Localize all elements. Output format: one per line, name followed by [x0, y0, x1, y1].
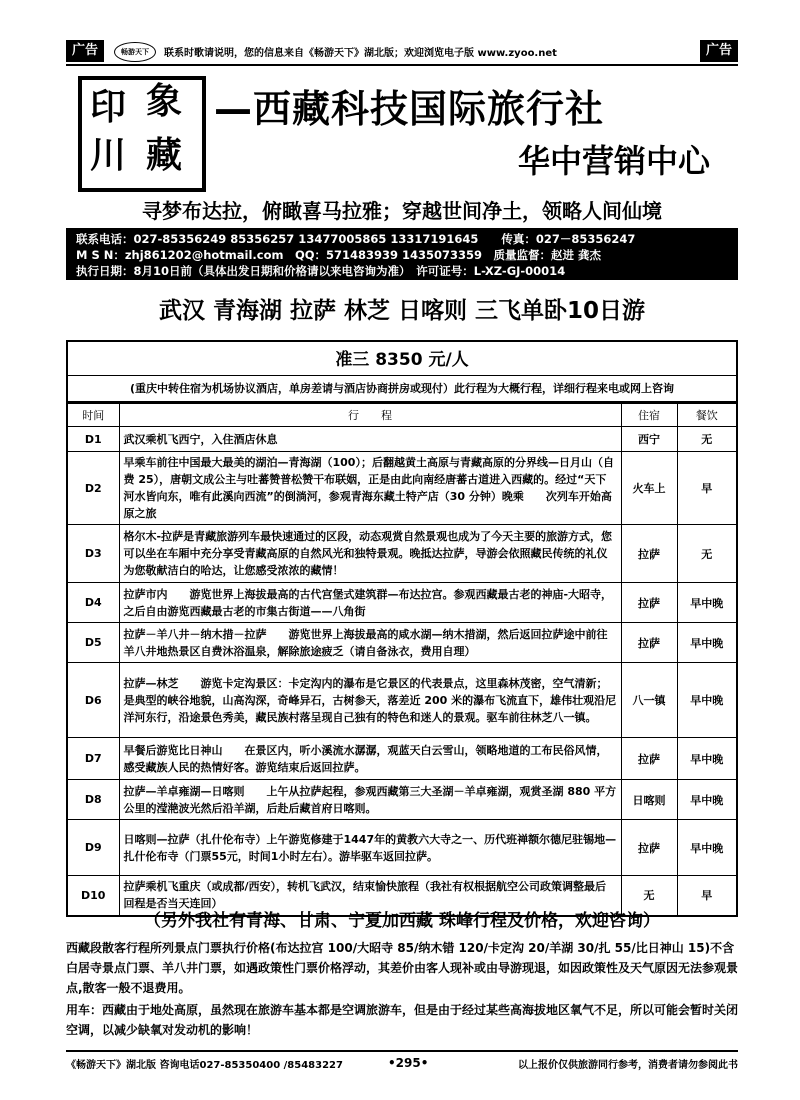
slogan: 寻梦布达拉，俯瞰喜马拉雅；穿越世间净土，领略人间仙境	[142, 199, 662, 223]
footer	[66, 1050, 738, 1074]
stay-cell: 火车上	[621, 452, 677, 525]
desc-cell: 拉萨—林芝 游览卡定沟景区：卡定沟内的瀑布是它景区的代表景点，这里森林茂密，空气清新；是典型的峡谷地貌，山高沟深，奇峰异石，古树参天，落差近 200 米的瀑布飞流直下，雄伟壮观沿尼洋河东行，沿途景色秀美，藏民族村落呈现自己独有的特色和迷人的景观。驱车前往林芝八一镇。	[119, 663, 621, 738]
brand-seal	[78, 76, 206, 192]
day-cell: D2	[67, 452, 119, 525]
route-title: 武汉 青海湖 拉萨 林芝 日喀则 三飞单卧10日游	[158, 298, 646, 324]
meal-cell: 早	[677, 876, 737, 916]
contact-block	[66, 228, 738, 280]
ad-tag-left: 广告	[66, 40, 104, 62]
stay-cell: 无	[621, 876, 677, 916]
ticket-price-note: 西藏段散客行程所列景点门票执行价格(布达拉宫 100/大昭寺 85/纳木错 120/卡定沟 20/羊湖 30/扎 55/比日神山 15)不含白居寺景点门票、羊八井门票，如遇政策性门票价格浮动，其差价由客人现补或由导游现退，如因政策性及天气原因无法参观景点,散客一般不退费用。	[66, 941, 739, 995]
meal-cell: 早中晚	[677, 623, 737, 663]
stay-cell: 拉萨	[621, 525, 677, 583]
ad-tag-right: 广告	[700, 40, 738, 62]
table-row	[67, 820, 737, 876]
table-row	[67, 738, 737, 780]
desc-cell: 拉萨－羊八井－纳木措－拉萨 游览世界上海拔最高的咸水湖—纳木措湖，然后返回拉萨途中前往羊八井地热景区自费沐浴温泉，解除旅途疲乏（请自备泳衣，费用自理）	[119, 623, 621, 663]
agency-header	[66, 72, 738, 194]
desc-cell: 早乘车前往中国最大最美的湖泊—青海湖（100）；后翻越黄土高原与青藏高原的分界线—日月山（自费 25），唐朝文成公主与吐蕃赞普松赞干布联姻，正是由此向南经唐蕃古道进入西藏的。经过“天下河水皆向东，唯有此溪向西流”的倒淌河，参观青海东藏土特产店（30 分钟）晚乘 次列车开始高原之旅	[119, 452, 621, 525]
day-cell: D6	[67, 663, 119, 738]
seal-char: 印	[90, 87, 127, 128]
day-cell: D8	[67, 780, 119, 820]
contact-date-line: 执行日期：8月10日前（具体出发日期和价格请以来电咨询为准） 许可证号：L-XZ-GJ-00014	[76, 264, 566, 278]
contact-source-note: 联系时歌请说明，您的信息来自《畅游天下》湖北版；欢迎浏览电子版 www.zyoo.net	[164, 48, 557, 59]
meal-cell: 无	[677, 525, 737, 583]
table-row	[67, 452, 737, 525]
seal-char: 藏	[146, 135, 183, 176]
stay-cell: 拉萨	[621, 820, 677, 876]
contact-phone-line: 联系电话：027-85356249 85356257 13477005865 13317191645 传真：027－85356247	[76, 232, 636, 246]
table-row	[67, 525, 737, 583]
day-cell: D10	[67, 876, 119, 916]
stay-cell: 八一镇	[621, 663, 677, 738]
itinerary-table	[66, 402, 738, 917]
footer-right: 以上报价仅供旅游同行参考，消费者请勿参阅此书	[518, 1060, 738, 1071]
stay-cell: 拉萨	[621, 623, 677, 663]
table-row	[67, 583, 737, 623]
table-header-row	[67, 403, 737, 427]
company-name: —西藏科技国际旅行社	[214, 87, 605, 131]
header-itinerary: 行 程	[119, 403, 621, 427]
page-number: •295•	[388, 1056, 429, 1070]
day-cell: D3	[67, 525, 119, 583]
marketing-center: 华中营销中心	[517, 142, 710, 180]
table-row	[67, 427, 737, 452]
top-bar	[66, 40, 738, 66]
day-cell: D1	[67, 427, 119, 452]
meal-cell: 早中晚	[677, 663, 737, 738]
day-cell: D4	[67, 583, 119, 623]
desc-cell: 日喀则—拉萨（扎什伦布寺）上午游览修建于1447年的黄教六大寺之一、历代班禅额尔德尼驻锡地—扎什伦布寺（门票55元，时间1小时左右）。游毕驱车返回拉萨。	[119, 820, 621, 876]
header-time: 时间	[67, 403, 119, 427]
table-row	[67, 663, 737, 738]
price: 准三 8350 元/人	[66, 340, 738, 376]
desc-cell: 拉萨市内 游览世界上海拔最高的古代宫堡式建筑群—布达拉宫。参观西藏最古老的神庙-大昭寺，之后自由游览西藏最古老的市集古街道——八角街	[119, 583, 621, 623]
stay-cell: 西宁	[621, 427, 677, 452]
day-cell: D7	[67, 738, 119, 780]
meal-cell: 早中晚	[677, 820, 737, 876]
desc-cell: 拉萨—羊卓雍湖—日喀则 上午从拉萨起程，参观西藏第三大圣湖－羊卓雍湖，观赏圣湖 880 平方公里的滢滟波光然后沿羊湖，后赴后藏首府日喀则。	[119, 780, 621, 820]
header-stay: 住宿	[621, 403, 677, 427]
table-row	[67, 780, 737, 820]
meal-cell: 早中晚	[677, 583, 737, 623]
more-routes-note: （另外我社有青海、甘肃、宁夏加西藏 珠峰行程及价格，欢迎咨询）	[144, 911, 660, 931]
desc-cell: 拉萨乘机飞重庆（或成都/西安），转机飞武汉，结束愉快旅程（我社有权根据航空公司政策调整最后回程是否当天连回）	[119, 876, 621, 916]
desc-cell: 格尔木-拉萨是青藏旅游列车最快速通过的区段，动态观赏自然景观也成为了今天主要的旅游方式，您可以坐在车厢中充分享受青藏高原的自然风光和独特景观。晚抵达拉萨，导游会依照藏民传统的礼仪为您敬献洁白的哈达，让您感受浓浓的藏情！	[119, 525, 621, 583]
footer-left: 《畅游天下》湖北版 咨询电话027-85350400 /85483227	[66, 1060, 343, 1071]
stay-cell: 拉萨	[621, 738, 677, 780]
header-meal: 餐饮	[677, 403, 737, 427]
table-row	[67, 623, 737, 663]
seal-char: 川	[90, 135, 127, 176]
desc-cell: 武汉乘机飞西宁，入住酒店休息	[119, 427, 621, 452]
seal-char: 象	[146, 81, 183, 122]
meal-cell: 早	[677, 452, 737, 525]
day-cell: D9	[67, 820, 119, 876]
meal-cell: 无	[677, 427, 737, 452]
itinerary-note: (重庆中转住宿为机场协议酒店，单房差请与酒店协商拼房或现付）此行程为大概行程，详细行程来电或网上咨询	[66, 376, 738, 402]
contact-msn-line: M S N：zhj861202@hotmail.com QQ：571483939 1435073359 质量监督：赵进 龚杰	[76, 248, 602, 262]
magazine-logo: 畅游天下	[114, 42, 156, 62]
desc-cell: 早餐后游览比日神山 在景区内，听小溪流水潺潺，观蓝天白云雪山，领略地道的工布民俗风情，感受藏族人民的热情好客。游览结束后返回拉萨。	[119, 738, 621, 780]
stay-cell: 日喀则	[621, 780, 677, 820]
meal-cell: 早中晚	[677, 738, 737, 780]
day-cell: D5	[67, 623, 119, 663]
transport-note: 用车：西藏由于地处高原，虽然现在旅游车基本都是空调旅游车，但是由于经过某些高海拔地区氧气不足，所以可能会暂时关闭空调，以减少缺氧对发动机的影响！	[66, 1003, 739, 1037]
meal-cell: 早中晚	[677, 780, 737, 820]
stay-cell: 拉萨	[621, 583, 677, 623]
